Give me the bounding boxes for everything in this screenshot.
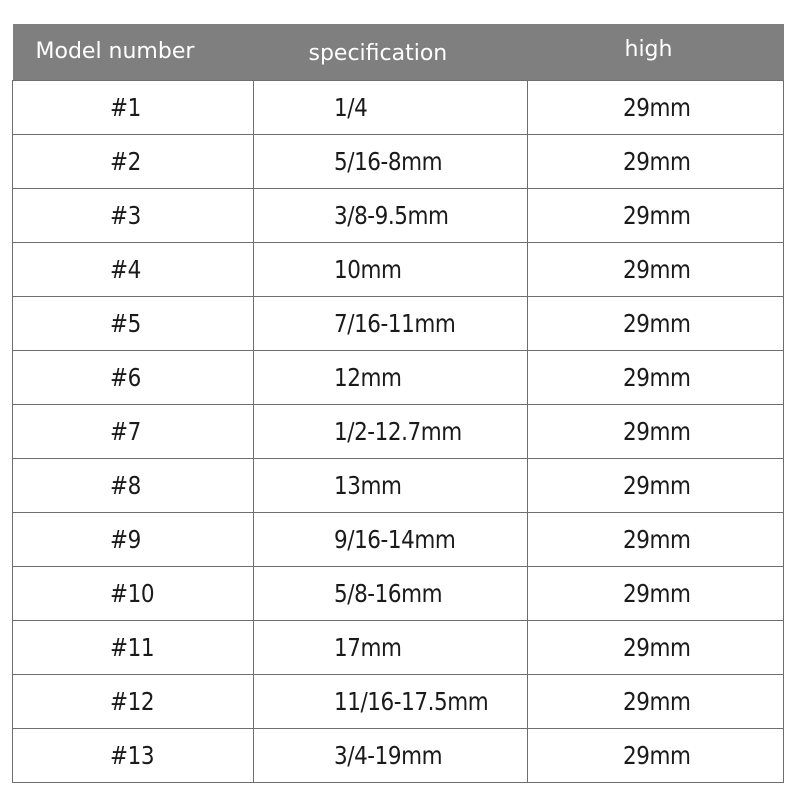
high-cell	[528, 134, 784, 188]
specification-cell	[254, 674, 528, 728]
high-cell-text: 29mm	[623, 92, 691, 122]
table-row	[13, 296, 784, 350]
specification-cell	[254, 242, 528, 296]
model-number-cell	[13, 350, 254, 404]
table-row	[13, 620, 784, 674]
specification-cell-text: 17mm	[334, 632, 402, 662]
high-cell	[528, 350, 784, 404]
header-high: high	[528, 24, 784, 80]
high-cell-text: 29mm	[623, 524, 691, 554]
model-number-cell-text: #6	[110, 362, 141, 392]
model-number-cell-text: #8	[110, 470, 141, 500]
model-number-cell	[13, 728, 254, 782]
model-number-cell	[13, 296, 254, 350]
specification-cell	[254, 458, 528, 512]
model-number-cell	[13, 566, 254, 620]
model-number-cell	[13, 242, 254, 296]
table-row	[13, 80, 784, 134]
high-cell	[528, 728, 784, 782]
model-number-cell	[13, 620, 254, 674]
specification-cell-text: 13mm	[334, 470, 402, 500]
specification-cell-text: 7/16-11mm	[334, 308, 456, 338]
model-number-cell-text: #2	[110, 146, 141, 176]
table-row	[13, 242, 784, 296]
specification-cell-text: 3/8-9.5mm	[334, 200, 449, 230]
high-cell-text: 29mm	[623, 146, 691, 176]
model-number-cell-text: #11	[110, 632, 155, 662]
specification-cell	[254, 404, 528, 458]
model-number-cell-text: #9	[110, 524, 141, 554]
model-number-cell	[13, 188, 254, 242]
specification-cell	[254, 80, 528, 134]
model-number-cell	[13, 404, 254, 458]
table-row	[13, 458, 784, 512]
high-cell-text: 29mm	[623, 632, 691, 662]
model-number-cell-text: #4	[110, 254, 141, 284]
table-row	[13, 566, 784, 620]
specification-cell	[254, 134, 528, 188]
table-row	[13, 728, 784, 782]
table-row	[13, 134, 784, 188]
model-number-cell-text: #12	[110, 686, 155, 716]
model-number-cell	[13, 80, 254, 134]
specification-cell	[254, 566, 528, 620]
specification-cell-text: 1/4	[334, 92, 368, 122]
model-number-cell-text: #5	[110, 308, 141, 338]
high-cell	[528, 188, 784, 242]
specification-cell-text: 3/4-19mm	[334, 740, 443, 770]
high-cell-text: 29mm	[623, 470, 691, 500]
specification-cell	[254, 350, 528, 404]
high-cell-text: 29mm	[623, 362, 691, 392]
high-cell-text: 29mm	[623, 200, 691, 230]
specification-cell-text: 5/8-16mm	[334, 578, 443, 608]
specification-cell-text: 5/16-8mm	[334, 146, 443, 176]
table-body	[13, 80, 784, 782]
model-number-cell-text: #10	[110, 578, 155, 608]
high-cell-text: 29mm	[623, 686, 691, 716]
high-cell-text: 29mm	[623, 308, 691, 338]
table-row	[13, 350, 784, 404]
specification-cell	[254, 296, 528, 350]
model-number-cell	[13, 674, 254, 728]
high-cell	[528, 458, 784, 512]
high-cell-text: 29mm	[623, 740, 691, 770]
model-number-cell	[13, 458, 254, 512]
specification-cell	[254, 728, 528, 782]
spec-table	[12, 24, 784, 783]
model-number-cell-text: #1	[110, 92, 141, 122]
high-cell-text: 29mm	[623, 578, 691, 608]
model-number-cell	[13, 134, 254, 188]
high-cell	[528, 80, 784, 134]
high-cell	[528, 566, 784, 620]
specification-cell-text: 9/16-14mm	[334, 524, 456, 554]
high-cell	[528, 512, 784, 566]
high-cell-text: 29mm	[623, 254, 691, 284]
header-specification: specification	[254, 24, 528, 80]
high-cell	[528, 296, 784, 350]
specification-cell-text: 10mm	[334, 254, 402, 284]
table-header	[13, 24, 784, 80]
header-model-number: Model number	[13, 24, 254, 80]
model-number-cell	[13, 512, 254, 566]
high-cell-text: 29mm	[623, 416, 691, 446]
high-cell	[528, 674, 784, 728]
header-row	[13, 24, 784, 80]
high-cell	[528, 404, 784, 458]
table-row	[13, 404, 784, 458]
specification-cell-text: 12mm	[334, 362, 402, 392]
specification-cell	[254, 188, 528, 242]
high-cell	[528, 242, 784, 296]
specification-cell	[254, 512, 528, 566]
model-number-cell-text: #13	[110, 740, 155, 770]
table-row	[13, 188, 784, 242]
model-number-cell-text: #7	[110, 416, 141, 446]
specification-cell-text: 11/16-17.5mm	[334, 686, 489, 716]
specification-cell	[254, 620, 528, 674]
model-number-cell-text: #3	[110, 200, 141, 230]
high-cell	[528, 620, 784, 674]
table-row	[13, 512, 784, 566]
table-row	[13, 674, 784, 728]
specification-cell-text: 1/2-12.7mm	[334, 416, 462, 446]
